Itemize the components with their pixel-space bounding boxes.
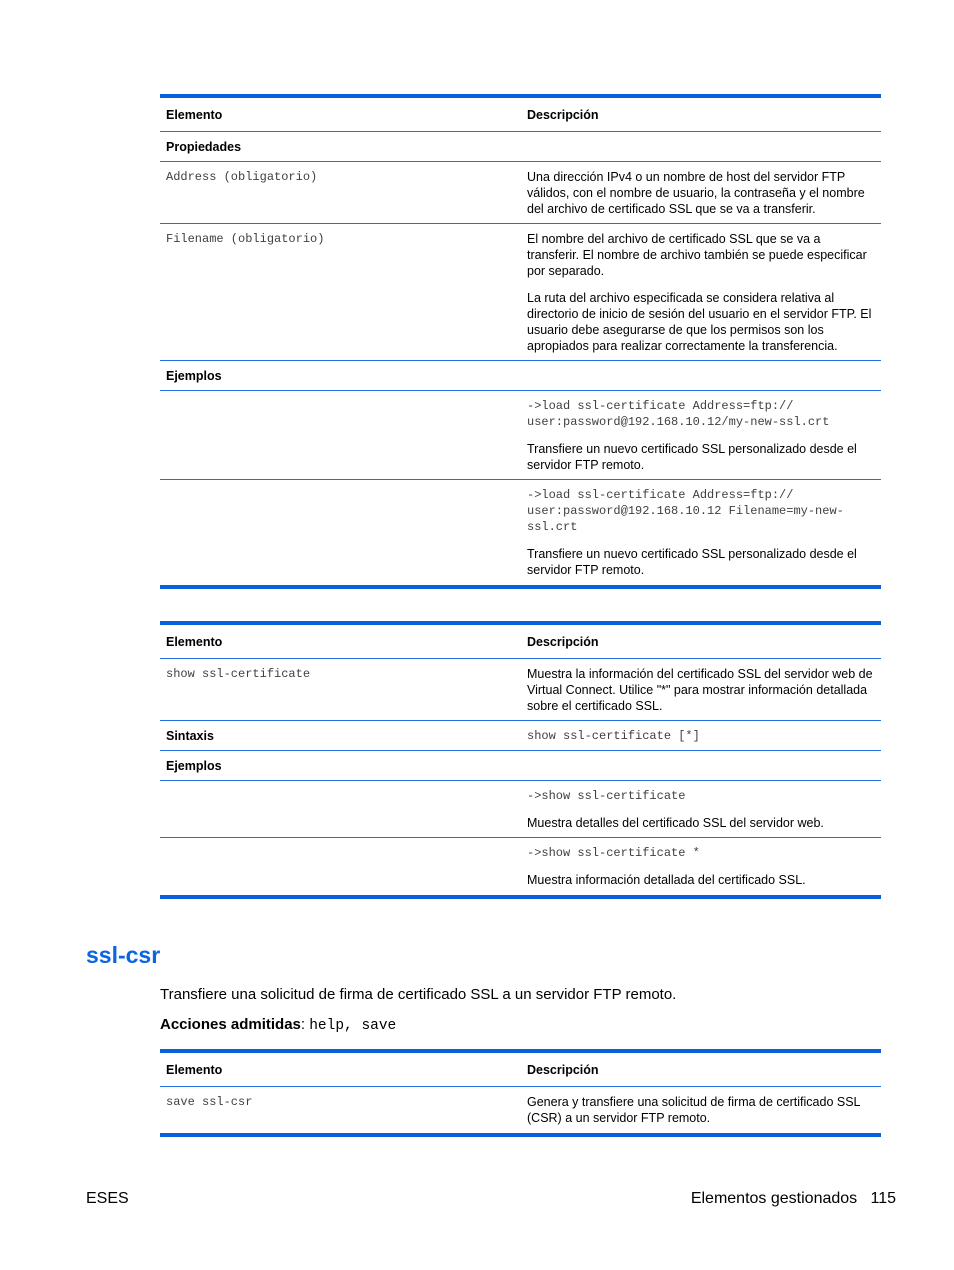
example-code: ->load ssl-certificate Address=ftp:// user:password@192.168.10.12 Filename=my-new- ssl.crt (527, 488, 844, 534)
load-ssl-certificate-table (160, 94, 881, 589)
save-ssl-csr-table (160, 1049, 881, 1137)
table-row (160, 751, 881, 781)
section-label-ejemplos: Ejemplos (160, 361, 521, 391)
example-desc: Transfiere un nuevo certificado SSL personalizado desde el servidor FTP remoto. (527, 442, 857, 472)
example-code: ->show ssl-certificate (527, 789, 686, 803)
footer-locale: ESES (86, 1190, 129, 1207)
show-ssl-certificate-table (160, 621, 881, 899)
footer-page-label: Elementos gestionados 115 (690, 1190, 896, 1207)
example-desc: Muestra información detallada del certificado SSL. (527, 873, 806, 887)
header-descripcion: Descripción (521, 96, 881, 132)
supported-actions-separator: : (300, 1016, 310, 1033)
property-filename-desc: El nombre del archivo de certificado SSL que se va a transferir. El nombre de archivo también se puede especificar por separado. (527, 232, 867, 278)
syntax-value: show ssl-certificate [*] (521, 721, 881, 751)
table-row (160, 162, 881, 224)
example-desc: Transfiere un nuevo certificado SSL personalizado desde el servidor FTP remoto. (527, 547, 857, 577)
property-filename: Filename (obligatorio) (160, 224, 521, 361)
section-intro: Transfiere una solicitud de firma de certificado SSL a un servidor FTP remoto. (160, 986, 677, 1003)
header-descripcion: Descripción (521, 1051, 881, 1087)
example-code: ->show ssl-certificate * (527, 846, 700, 860)
example-desc: Muestra detalles del certificado SSL del servidor web. (527, 816, 824, 830)
command-desc: Genera y transfiere una solicitud de firma de certificado SSL (CSR) a un servidor FTP remoto. (521, 1087, 881, 1136)
table-row (160, 391, 881, 480)
table-row (160, 781, 881, 838)
table-row (160, 1087, 881, 1136)
supported-actions-value: help, save (309, 1018, 397, 1034)
command-name: show ssl-certificate (160, 659, 521, 721)
section-label-ejemplos: Ejemplos (160, 751, 521, 781)
supported-actions-label: Acciones admitidas (160, 1016, 301, 1033)
syntax-label: Sintaxis (160, 721, 521, 751)
header-elemento: Elemento (160, 96, 521, 132)
table-header-row (160, 96, 881, 132)
table-row (160, 659, 881, 721)
header-elemento: Elemento (160, 1051, 521, 1087)
property-address: Address (obligatorio) (160, 162, 521, 224)
table-row (160, 224, 881, 361)
section-label-propiedades: Propiedades (160, 132, 521, 162)
command-name: save ssl-csr (160, 1087, 521, 1136)
table-header-row (160, 623, 881, 659)
table-header-row (160, 1051, 881, 1087)
table-row (160, 838, 881, 898)
table-row (160, 361, 881, 391)
property-address-desc: Una dirección IPv4 o un nombre de host del servidor FTP válidos, con el nombre de usuario, la contraseña y el nombre del archivo de certificado SSL que se va a transferir. (521, 162, 881, 224)
property-filename-desc-note: La ruta del archivo especificada se considera relativa al directorio de inicio de sesión del usuario en el servidor FTP. El usuario debe asegurarse de que los permisos son los apropiados para realizar correctamente la transferencia. (527, 291, 872, 353)
supported-actions (160, 1016, 396, 1034)
command-desc: Muestra la información del certificado SSL del servidor web de Virtual Connect. Utilice "*" para mostrar información detallada sobre el certificado SSL. (521, 659, 881, 721)
table-row (160, 721, 881, 751)
table-row (160, 132, 881, 162)
header-descripcion: Descripción (521, 623, 881, 659)
section-title: ssl-csr (86, 942, 161, 968)
header-elemento: Elemento (160, 623, 521, 659)
example-code: ->load ssl-certificate Address=ftp:// user:password@192.168.10.12/my-new-ssl.crt (527, 399, 830, 429)
table-row (160, 480, 881, 588)
